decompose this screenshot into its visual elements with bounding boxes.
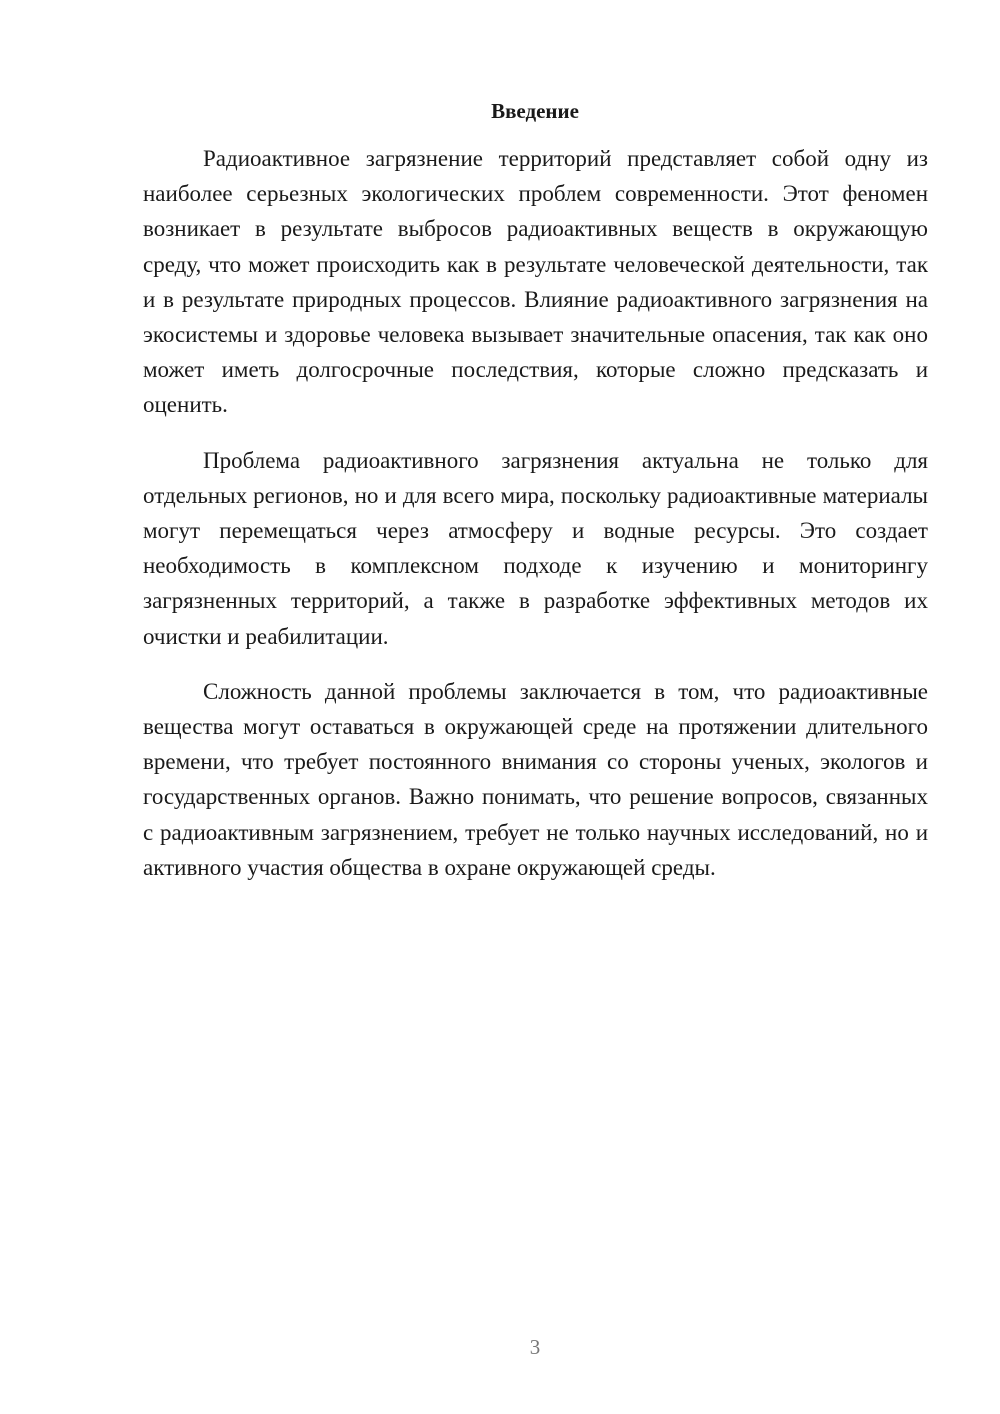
paragraph-2: Проблема радиоактивного загрязнения актуальна не только для отдельных регионов, но и для всего мира, поскольку радиоактивные материалы могут перемещаться через атмосферу и водные ресурсы. Это создает необходимость в комплексном подходе к изучению и мониторингу загрязненных территорий, а также в разработке эффективных методов их очистки и реабилитации.: [143, 447, 928, 649]
section-heading: Введение: [491, 99, 579, 123]
page-number: 3: [529, 1335, 541, 1359]
body-text: [143, 141, 928, 905]
paragraph-3: Сложность данной проблемы заключается в том, что радиоактивные вещества могут оставаться в окружающей среде на протяжении длительного времени, что требует постоянного внимания со стороны ученых, экологов и государственных органов. Важно понимать, что решение вопросов, связанных с радиоактивным загрязнением, требует не только научных исследований, но и активного участия общества в охране окружающей среды.: [143, 678, 928, 880]
paragraph-1: Радиоактивное загрязнение территорий представляет собой одну из наиболее серьезных экологических проблем современности. Этот феномен возникает в результате выбросов радиоактивных веществ в окружающую среду, что может происходить как в результате человеческой деятельности, так и в результате природных процессов. Влияние радиоактивного загрязнения на экосистемы и здоровье человека вызывает значительные опасения, так как оно может иметь долгосрочные последствия, которые сложно предсказать и оценить.: [143, 146, 928, 418]
